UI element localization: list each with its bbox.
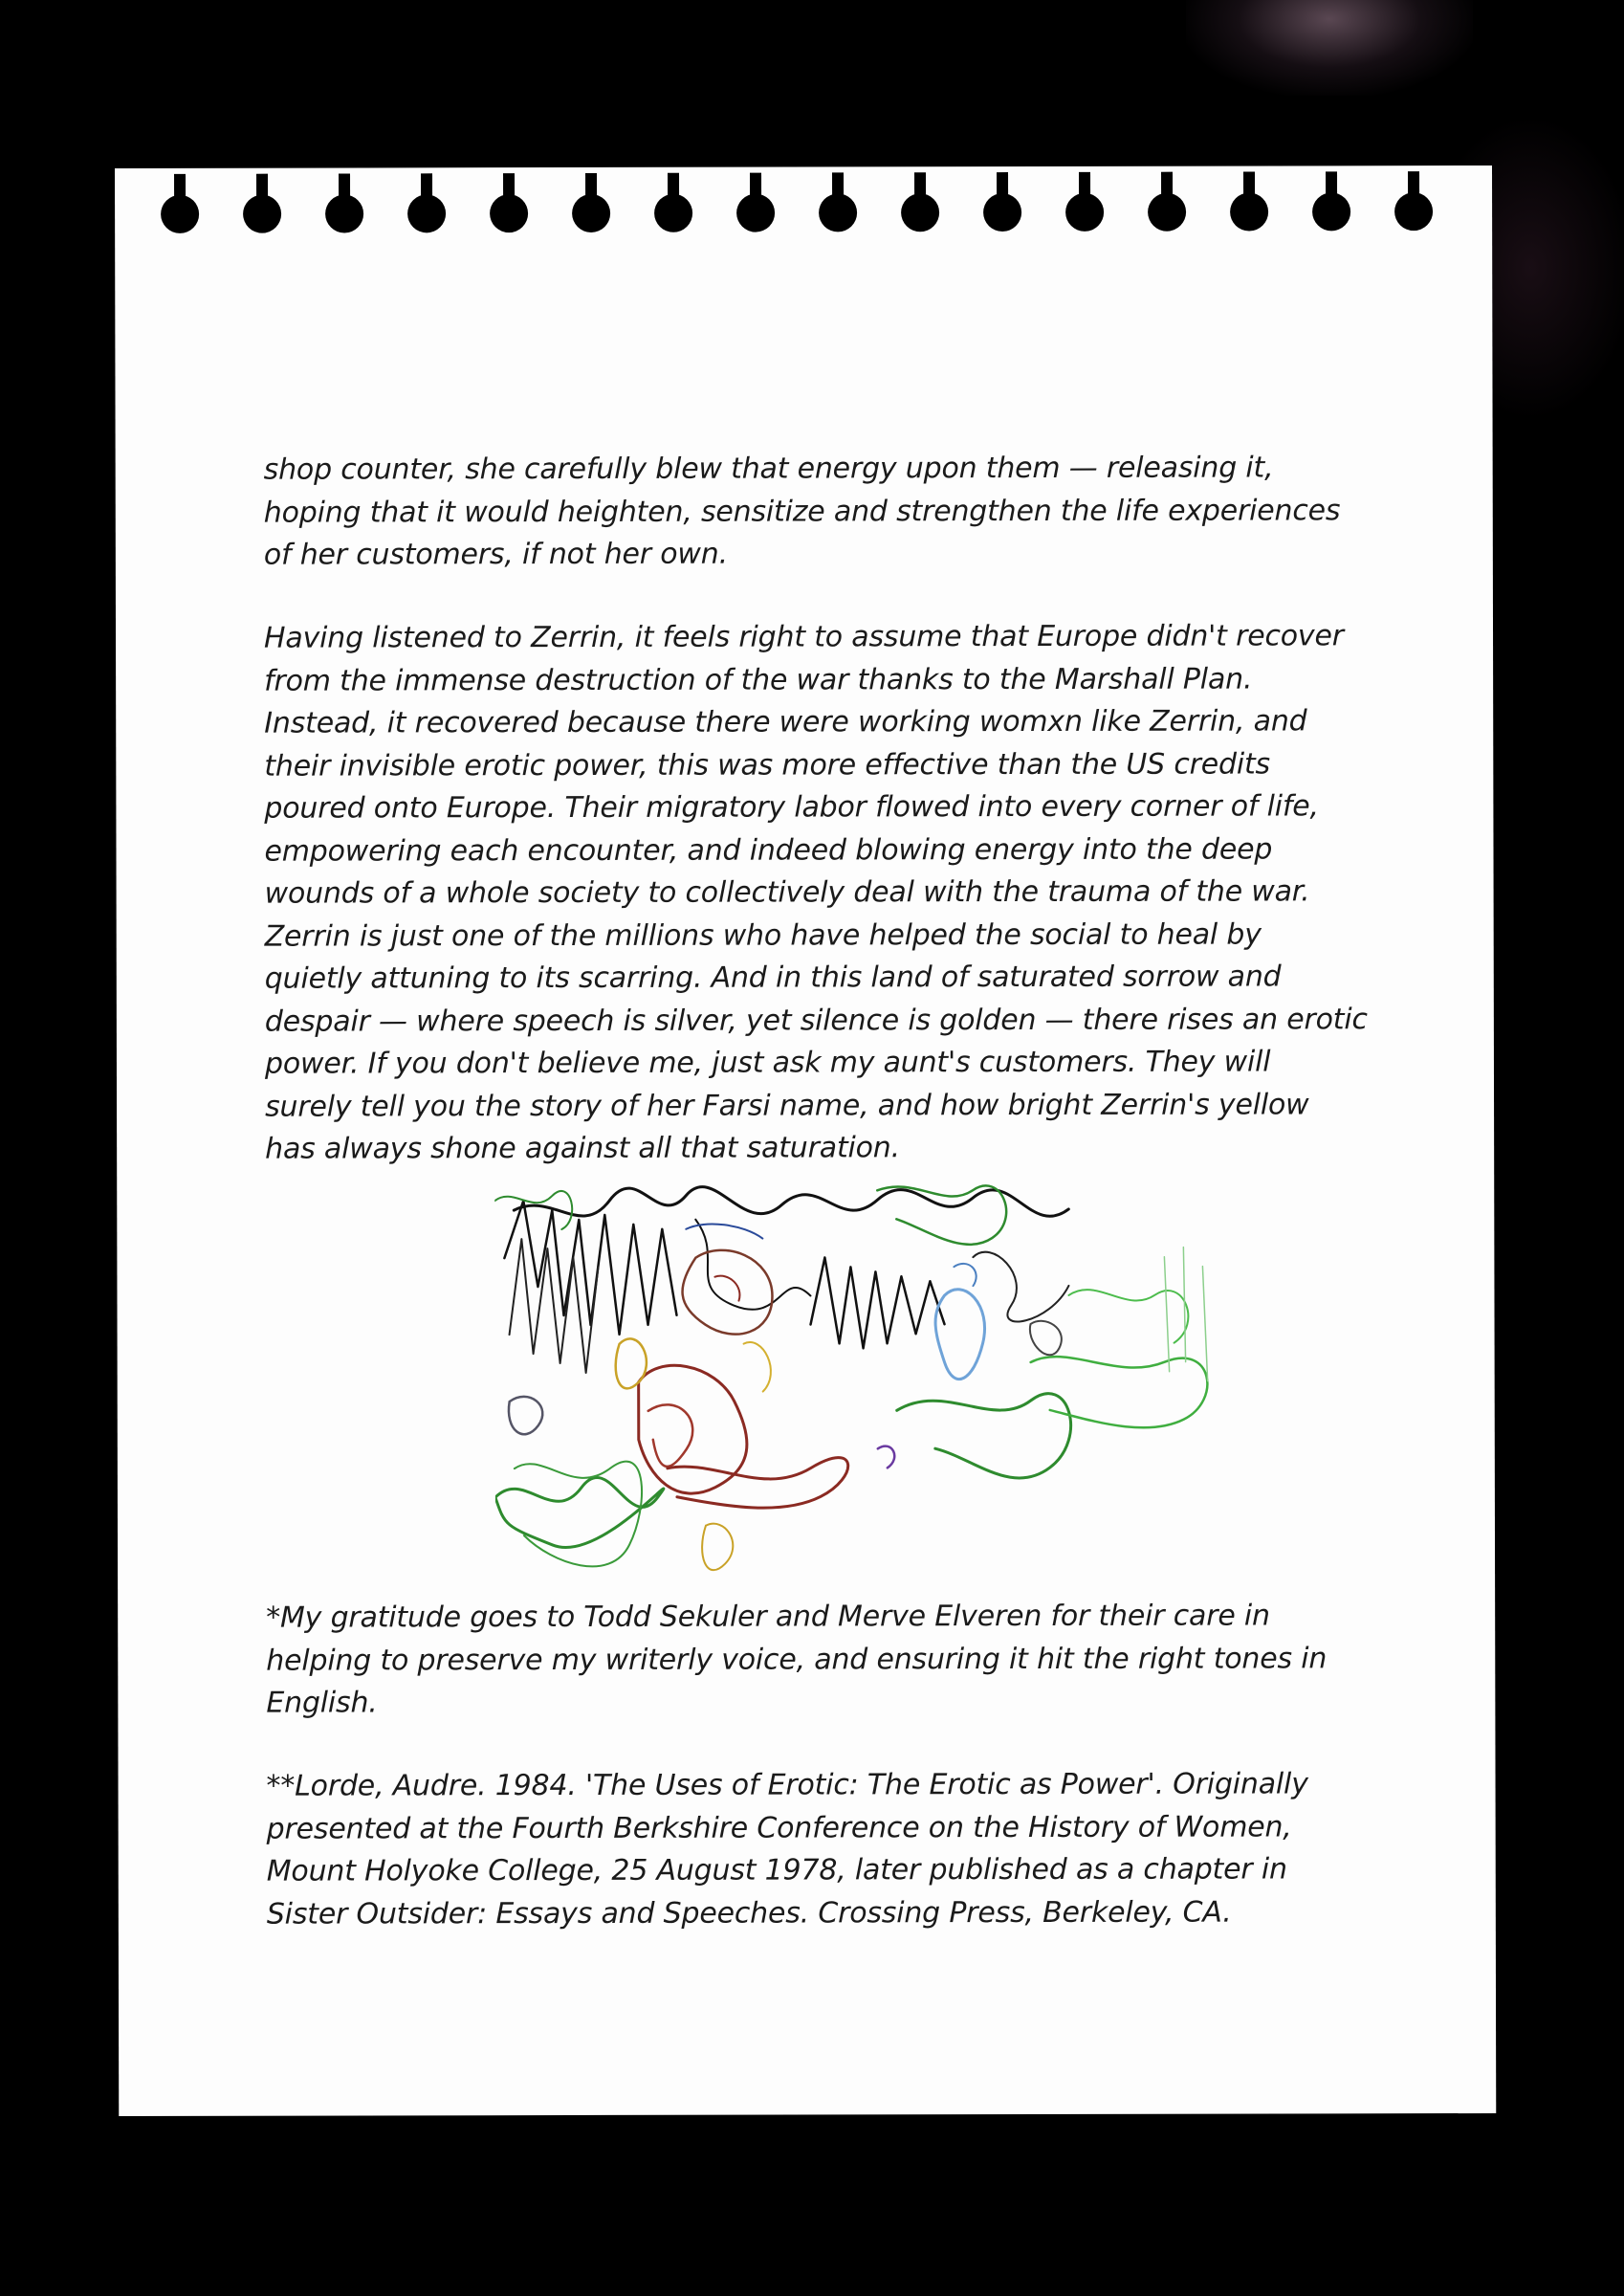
text-line: Zerrin is just one of the millions who have helped the social to heal by xyxy=(264,916,1262,954)
binding-hole xyxy=(161,195,199,233)
text-line: helping to preserve my writerly voice, and ensuring it hit the right tones in xyxy=(266,1641,1328,1678)
binding-hole xyxy=(983,193,1021,232)
binding-hole xyxy=(1065,193,1104,232)
text-line: poured onto Europe. Their migratory labor flowed into every corner of life, xyxy=(264,789,1319,826)
text-line: empowering each encounter, and indeed blowing energy into the deep xyxy=(264,831,1273,869)
text-line: Having listened to Zerrin, it feels right to assume that Europe didn't recover xyxy=(263,619,1344,655)
text-line: Sister Outsider: Essays and Speeches. Crossing Press, Berkeley, CA. xyxy=(266,1895,1232,1932)
paragraph-zerrin xyxy=(263,615,1368,1171)
text-line: power. If you don't believe me, just ask my aunt's customers. They will xyxy=(264,1045,1271,1081)
binding-hole xyxy=(654,194,692,232)
spiral-binding-holes xyxy=(161,175,1481,245)
binding-hole xyxy=(490,194,528,232)
footnote-gratitude xyxy=(266,1595,1347,1725)
binding-hole xyxy=(1394,192,1433,231)
text-line: surely tell you the story of her Farsi name, and how bright Zerrin's yellow xyxy=(265,1087,1309,1124)
paragraph-shop-counter xyxy=(264,447,1345,577)
text-line: presented at the Fourth Berkshire Conference on the History of Women, xyxy=(266,1809,1292,1846)
text-line: quietly attuning to its scarring. And in this land of saturated sorrow and xyxy=(264,960,1282,996)
binding-hole xyxy=(572,194,610,232)
binding-hole xyxy=(243,195,281,233)
text-line: hoping that it would heighten, sensitize and strengthen the life experiences xyxy=(263,493,1341,530)
text-line: **Lorde, Audre. 1984. 'The Uses of Erotic: The Erotic as Power'. Originally xyxy=(266,1767,1308,1803)
binding-hole xyxy=(901,193,939,232)
text-line: despair — where speech is silver, yet silence is golden — there rises an erotic xyxy=(264,1002,1368,1039)
notebook-page xyxy=(115,166,1496,2116)
binding-hole xyxy=(819,193,857,232)
binding-hole xyxy=(1312,192,1350,231)
binding-hole xyxy=(1148,193,1186,232)
text-line: Mount Holyoke College, 25 August 1978, later published as a chapter in xyxy=(266,1852,1287,1888)
text-line: from the immense destruction of the war thanks to the Marshall Plan. xyxy=(264,662,1253,698)
text-line: of her customers, if not her own. xyxy=(263,537,728,572)
binding-hole xyxy=(1230,192,1268,231)
binding-hole xyxy=(407,194,446,232)
colored-pencil-sketch xyxy=(494,1181,1241,1603)
sketch-illustration xyxy=(494,1181,1241,1603)
text-line: has always shone against all that saturation. xyxy=(265,1131,900,1166)
text-line: English. xyxy=(266,1686,378,1720)
text-line: their invisible erotic power, this was more effective than the US credits xyxy=(264,746,1270,784)
binding-hole xyxy=(325,194,363,232)
background-glow xyxy=(1186,0,1473,96)
text-line: wounds of a whole society to collectively deal with the trauma of the war. xyxy=(264,874,1310,911)
binding-hole xyxy=(736,194,775,232)
text-line: *My gratitude goes to Todd Sekuler and Merve Elveren for their care in xyxy=(266,1599,1270,1635)
text-line: shop counter, she carefully blew that energy upon them — releasing it, xyxy=(263,451,1274,487)
footnote-citation xyxy=(266,1763,1347,1935)
text-line: Instead, it recovered because there were working womxn like Zerrin, and xyxy=(264,704,1307,740)
